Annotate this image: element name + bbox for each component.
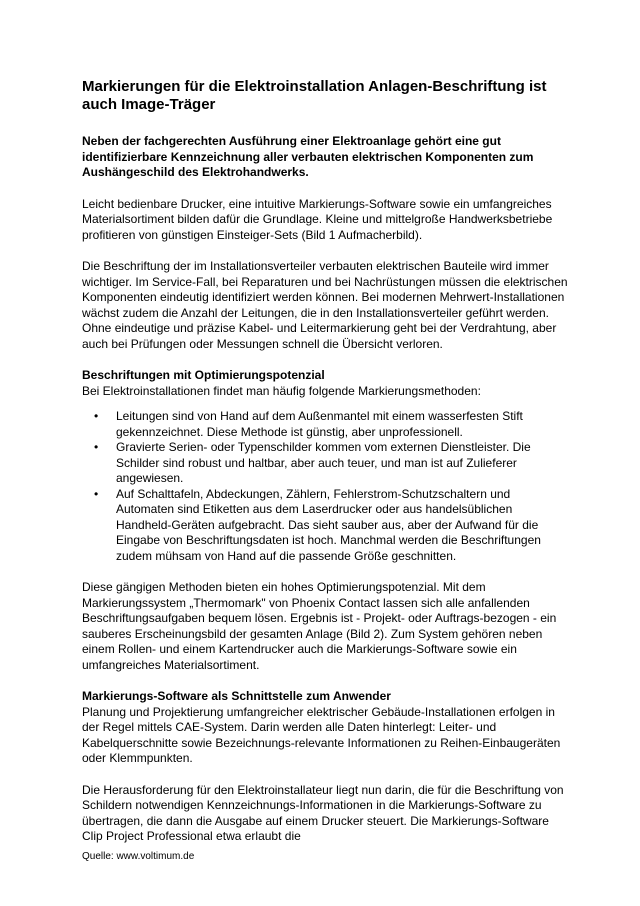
list-item: [82, 440, 568, 487]
body-paragraph-2: Die Beschriftung der im Installationsverteiler verbauten elektrischen Bauteile wird immer wichtiger. Im Service-Fall, bei Reparaturen und bei Nachrüstungen müssen die elektrischen Komponenten eindeutig identifiziert werden können. Bei modernen Mehrwert-Installationen wächst zudem die Anzahl der Leitungen, die in den Installationsverteiler geführt werden. Ohne eindeutige und präzise Kabel- und Leitermarkierung geht bei der Verdrahtung, aber auch bei Prüfungen oder Messungen schnell die Übersicht verloren.: [82, 259, 568, 351]
bullet-icon: •: [94, 486, 99, 501]
body-paragraph-3: Diese gängigen Methoden bieten ein hohes Optimierungspotenzial. Mit dem Markierungssystem „Thermomark" von Phoenix Contact lassen sich alle anfallenden Beschriftungsaufgaben bequem lösen. Ergebnis ist - Projekt- oder Auftrags-bezogen - ein sauberes Erscheinungsbild der gesamten Anlage (Bild 2). Zum System gehören neben einem Rollen- und einem Kartendrucker auch die Markierungs-Software sowie ein umfangreiches Materialsortiment.: [82, 580, 557, 672]
list-item: [82, 409, 568, 440]
list-item-text: Leitungen sind von Hand auf dem Außenmantel mit einem wasserfesten Stift gekennzeichnet. Diese Methode ist günstig, aber unprofessionell.: [116, 409, 523, 439]
section-heading-software: Markierungs-Software als Schnittstelle zum Anwender: [82, 689, 391, 703]
document-page: [82, 78, 568, 861]
list-item: [82, 487, 568, 565]
list-item-text: Gravierte Serien- oder Typenschilder kommen vom externen Dienstleister. Die Schilder sind robust und haltbar, aber auch teuer, und man ist auf Zulieferer angewiesen.: [116, 440, 531, 485]
list-item-text: Auf Schalttafeln, Abdeckungen, Zählern, Fehlerstrom-Schutzschaltern und Automaten sind Etiketten aus dem Laserdrucker oder aus handelsüblichen Handheld-Geräten aufgebracht. Das sieht sauber aus, aber der Aufwand für die Eingabe von Beschriftungsdaten ist hoch. Manchmal werden die Beschriftungen zudem mühsam von Hand auf die passende Größe geschnitten.: [116, 486, 541, 563]
bullet-icon: •: [94, 440, 99, 454]
body-paragraph-5: Die Herausforderung für den Elektroinstallateur liegt nun darin, die für die Beschriftung von Schildern notwendigen Kennzeichnungs-Informationen in die Markierungs-Software zu übertragen, die dann die Ausgabe auf einem Drucker steuert. Die Markierungs-Software Clip Project Professional etwa erlaubt die: [82, 782, 564, 843]
bullet-list: [82, 409, 568, 564]
bullet-icon: •: [94, 409, 99, 423]
section-intro: Bei Elektroinstallationen findet man häufig folgende Markierungsmethoden:: [82, 383, 481, 398]
lead-paragraph: Neben der fachgerechten Ausführung einer Elektroanlage gehört eine gut identifizierbare Kennzeichnung aller verbauten elektrischen Komponenten zum Aushängeschild des Elektrohandwerks.: [82, 134, 534, 179]
body-paragraph-1: Leicht bedienbare Drucker, eine intuitive Markierungs-Software sowie ein umfangreiches Materialsortiment bilden dafür die Grundlage. Kleine und mittelgroße Handwerksbetriebe profitieren von günstigen Einsteiger-Sets (Bild 1 Aufmacherbild).: [82, 196, 553, 242]
section-heading-optimization: Beschriftungen mit Optimierungspotenzial: [82, 368, 325, 382]
body-paragraph-4: Planung und Projektierung umfangreicher elektrischer Gebäude-Installationen erfolgen in der Regel mittels CAE-System. Darin werden alle Daten hinterlegt: Leiter- und Kabelquerschnitte sowie Bezeichnungs-relevante Informationen zu Reihen-Einbaugeräten oder Klemmpunkten.: [82, 704, 561, 765]
document-title: Markierungen für die Elektroinstallation Anlagen-Beschriftung ist auch Image-Träger: [82, 78, 547, 113]
source-footer: Quelle: www.voltimum.de: [82, 851, 195, 862]
